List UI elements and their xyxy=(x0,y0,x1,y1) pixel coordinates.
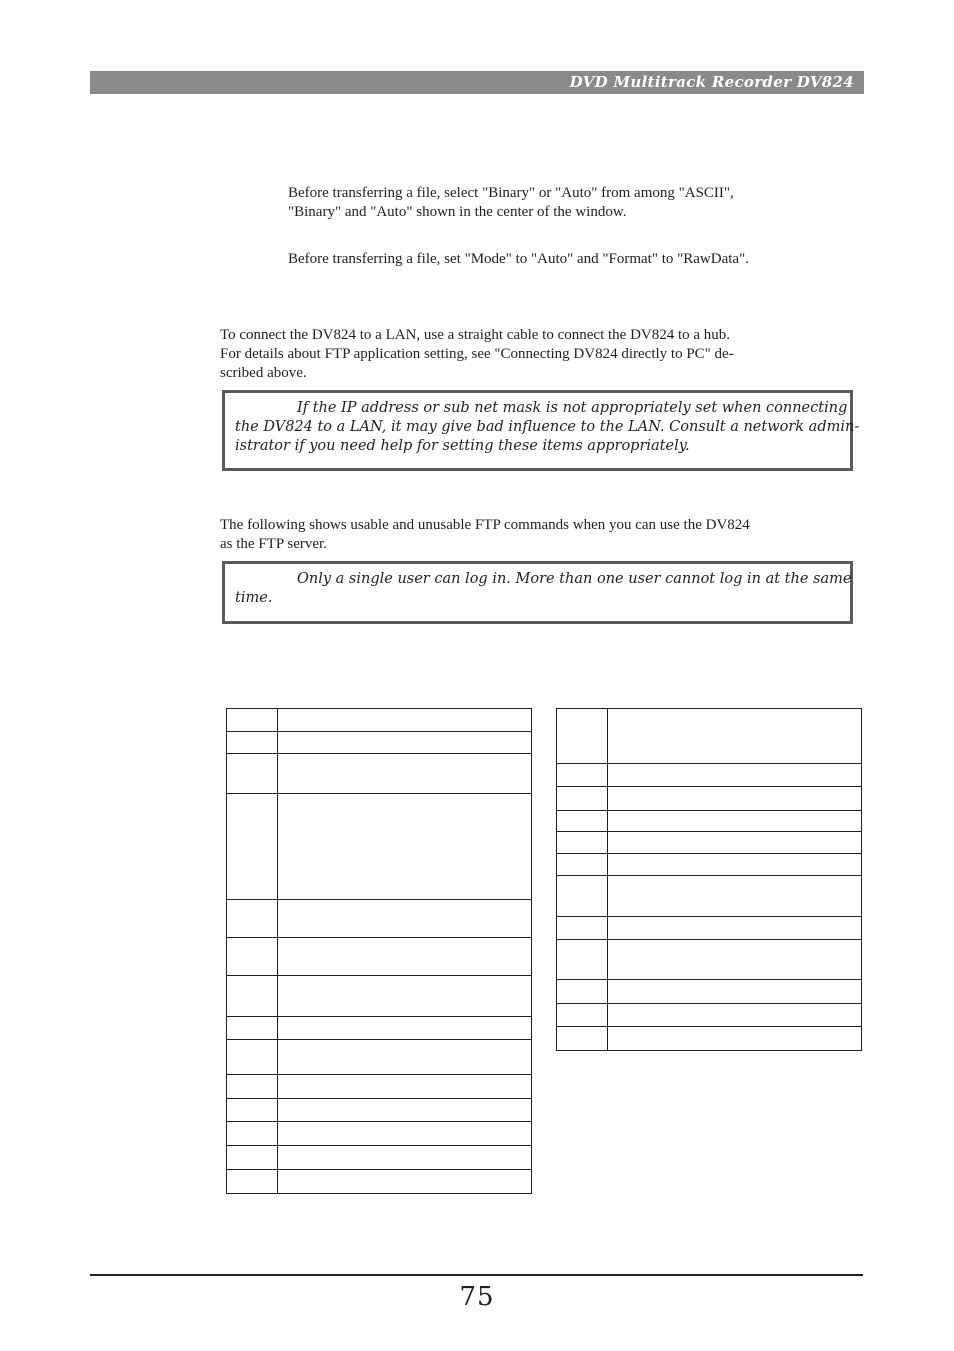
table-cell xyxy=(557,854,608,876)
table-row xyxy=(227,1099,532,1122)
table-cell xyxy=(227,900,278,938)
table-cell xyxy=(557,940,608,980)
table-row xyxy=(557,1027,862,1051)
table-cell xyxy=(227,754,278,794)
table-row xyxy=(557,854,862,876)
table-cell xyxy=(278,976,532,1017)
table-cell xyxy=(608,980,862,1004)
table-cell xyxy=(278,754,532,794)
table-cell xyxy=(278,1075,532,1099)
table-row xyxy=(227,900,532,938)
ftp-binary-paragraph xyxy=(288,184,734,222)
table-cell xyxy=(608,940,862,980)
table-cell xyxy=(608,917,862,940)
table-row xyxy=(227,1146,532,1170)
table-cell xyxy=(608,832,862,854)
table-cell xyxy=(608,1027,862,1051)
table-cell xyxy=(278,1017,532,1040)
table-cell xyxy=(278,900,532,938)
table-cell xyxy=(227,938,278,976)
table-row xyxy=(227,709,532,732)
text-line: "Binary" and "Auto" shown in the center of the window. xyxy=(288,204,627,220)
note-line: Only a single user can log in. More than one user cannot log in at the same xyxy=(297,571,852,587)
text-line: To connect the DV824 to a LAN, use a straight cable to connect the DV824 to a hub. xyxy=(220,327,731,343)
table-cell xyxy=(278,794,532,900)
table-row xyxy=(227,1017,532,1040)
table-cell xyxy=(278,1146,532,1170)
table-cell xyxy=(608,876,862,917)
table-row xyxy=(557,980,862,1004)
table-row xyxy=(557,764,862,787)
table-cell xyxy=(278,709,532,732)
table-cell xyxy=(608,764,862,787)
ftp-command-table-left xyxy=(226,708,532,1194)
text-line: as the FTP server. xyxy=(220,536,327,552)
table-cell xyxy=(557,1004,608,1027)
text-line: The following shows usable and unusable FTP commands when you can use the DV824 xyxy=(220,517,750,533)
table-cell xyxy=(278,732,532,754)
table-row xyxy=(557,940,862,980)
table-row xyxy=(227,794,532,900)
lan-warning-note xyxy=(222,390,860,471)
ftp-command-table-right xyxy=(556,708,862,1051)
table-cell xyxy=(227,976,278,1017)
table-cell xyxy=(608,709,862,764)
table-cell xyxy=(608,1004,862,1027)
table-cell xyxy=(227,1122,278,1146)
table-row xyxy=(227,1170,532,1194)
table-cell xyxy=(608,854,862,876)
table-cell xyxy=(227,1017,278,1040)
table-cell xyxy=(278,1170,532,1194)
header-title: DVD Multitrack Recorder DV824 xyxy=(569,73,854,91)
table-row xyxy=(557,1004,862,1027)
table-cell xyxy=(278,938,532,976)
page-number: 75 xyxy=(459,1282,495,1312)
ftp-mode-paragraph xyxy=(288,250,749,269)
table-cell xyxy=(608,811,862,832)
table-cell xyxy=(227,732,278,754)
footer-rule xyxy=(90,1274,863,1276)
table-row xyxy=(557,787,862,811)
table-cell xyxy=(227,1040,278,1075)
table-cell xyxy=(557,764,608,787)
table-cell xyxy=(557,811,608,832)
ftp-commands-paragraph xyxy=(220,516,750,554)
table-cell xyxy=(278,1122,532,1146)
text-line: For details about FTP application setting, see "Connecting DV824 directly to PC" de- xyxy=(220,346,734,362)
table-cell xyxy=(557,917,608,940)
note-line: the DV824 to a LAN, it may give bad influence to the LAN. Consult a network admin- xyxy=(235,419,860,435)
table-row xyxy=(557,709,862,764)
single-user-note xyxy=(222,561,853,624)
table-cell xyxy=(227,1075,278,1099)
table-cell xyxy=(557,1027,608,1051)
table-cell xyxy=(227,1146,278,1170)
table-row xyxy=(557,811,862,832)
table-cell xyxy=(557,980,608,1004)
table-cell xyxy=(227,1170,278,1194)
table-row xyxy=(557,876,862,917)
table-row xyxy=(227,732,532,754)
table-row xyxy=(227,1040,532,1075)
table-cell xyxy=(557,709,608,764)
table-row xyxy=(227,1075,532,1099)
header-bar xyxy=(90,71,864,94)
table-cell xyxy=(278,1099,532,1122)
lan-connect-paragraph xyxy=(220,326,734,383)
text-line: Before transferring a file, select "Binary" or "Auto" from among "ASCII", xyxy=(288,185,734,201)
table-cell xyxy=(557,787,608,811)
table-cell xyxy=(227,794,278,900)
table-cell xyxy=(227,709,278,732)
table-row xyxy=(557,832,862,854)
table-cell xyxy=(278,1040,532,1075)
table-row xyxy=(227,1122,532,1146)
text-line: scribed above. xyxy=(220,365,307,381)
table-row xyxy=(227,938,532,976)
table-row xyxy=(227,976,532,1017)
table-row xyxy=(557,917,862,940)
table-cell xyxy=(557,832,608,854)
note-line: istrator if you need help for setting these items appropriately. xyxy=(235,438,690,454)
note-line: time. xyxy=(235,590,273,606)
table-cell xyxy=(557,876,608,917)
table-cell xyxy=(608,787,862,811)
note-line: If the IP address or sub net mask is not appropriately set when connecting xyxy=(297,400,848,416)
text-line: Before transferring a file, set "Mode" to "Auto" and "Format" to "RawData". xyxy=(288,251,749,267)
table-row xyxy=(227,754,532,794)
table-cell xyxy=(227,1099,278,1122)
